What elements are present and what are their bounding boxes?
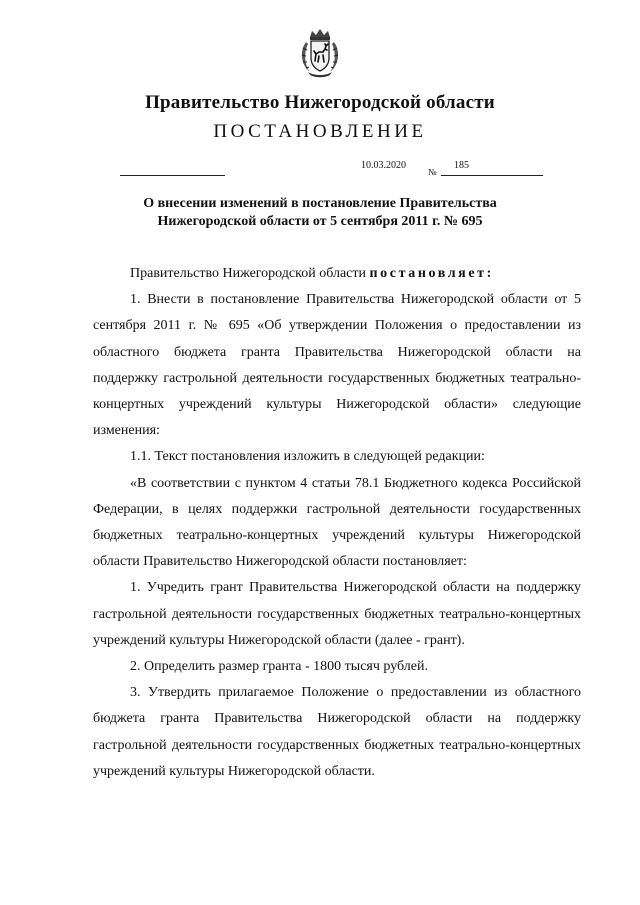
intro-resolves: постановляет: bbox=[369, 266, 494, 281]
quoted-item-1: 1. Учредить грант Правительства Нижегородской области на поддержку гастрольной деятельности государственных бюджетных театрально-концертных учреждений культуры Нижегородской области (далее - грант). bbox=[93, 580, 581, 648]
intro-paragraph bbox=[93, 261, 581, 287]
paragraph-1-1: 1.1. Текст постановления изложить в следующей редакции: bbox=[130, 449, 485, 465]
quoted-item-2: 2. Определить размер гранта - 1800 тысяч рублей. bbox=[130, 659, 428, 675]
quoted-preamble: «В соответствии с пунктом 4 статьи 78.1 Бюджетного кодекса Российской Федерации, в целях поддержки гастрольной деятельности государственных бюджетных театрально-концертных учреждений культуры Нижегородской области Правительство Нижегородской области постановляет: bbox=[93, 475, 581, 570]
document-date: 10.03.2020 bbox=[361, 160, 406, 171]
intro-text: Правительство Нижегородской области bbox=[130, 266, 370, 281]
document-subject bbox=[80, 195, 560, 231]
subject-line-1: О внесении изменений в постановление Правительства bbox=[143, 196, 497, 211]
coat-of-arms-emblem bbox=[298, 28, 342, 78]
document-number: 185 bbox=[454, 160, 469, 171]
number-label: № bbox=[428, 167, 437, 177]
document-kind: ПОСТАНОВЛЕНИЕ bbox=[213, 121, 427, 142]
date-blank-line bbox=[120, 175, 225, 176]
subject-line-2: Нижегородской области от 5 сентября 2011 г. № 695 bbox=[157, 214, 483, 229]
number-blank-line bbox=[441, 175, 543, 176]
document-body bbox=[93, 261, 581, 785]
organization-title: Правительство Нижегородской области bbox=[145, 92, 495, 113]
quoted-item-3: 3. Утвердить прилагаемое Положение о предоставлении из областного бюджета гранта Правительства Нижегородской области на поддержку гастрольной деятельности государственных бюджетных театрально-концертных учреждений культуры Нижегородской области. bbox=[93, 685, 581, 779]
paragraph-1: 1. Внести в постановление Правительства Нижегородской области от 5 сентября 2011 г. № 695 «Об утверждении Положения о предоставлении из областного бюджета гранта Правительства Нижегородской области на поддержку гастрольной деятельности государственных бюджетных театрально-концертных учреждений культуры Нижегородской области» следующие изменения: bbox=[93, 292, 581, 439]
